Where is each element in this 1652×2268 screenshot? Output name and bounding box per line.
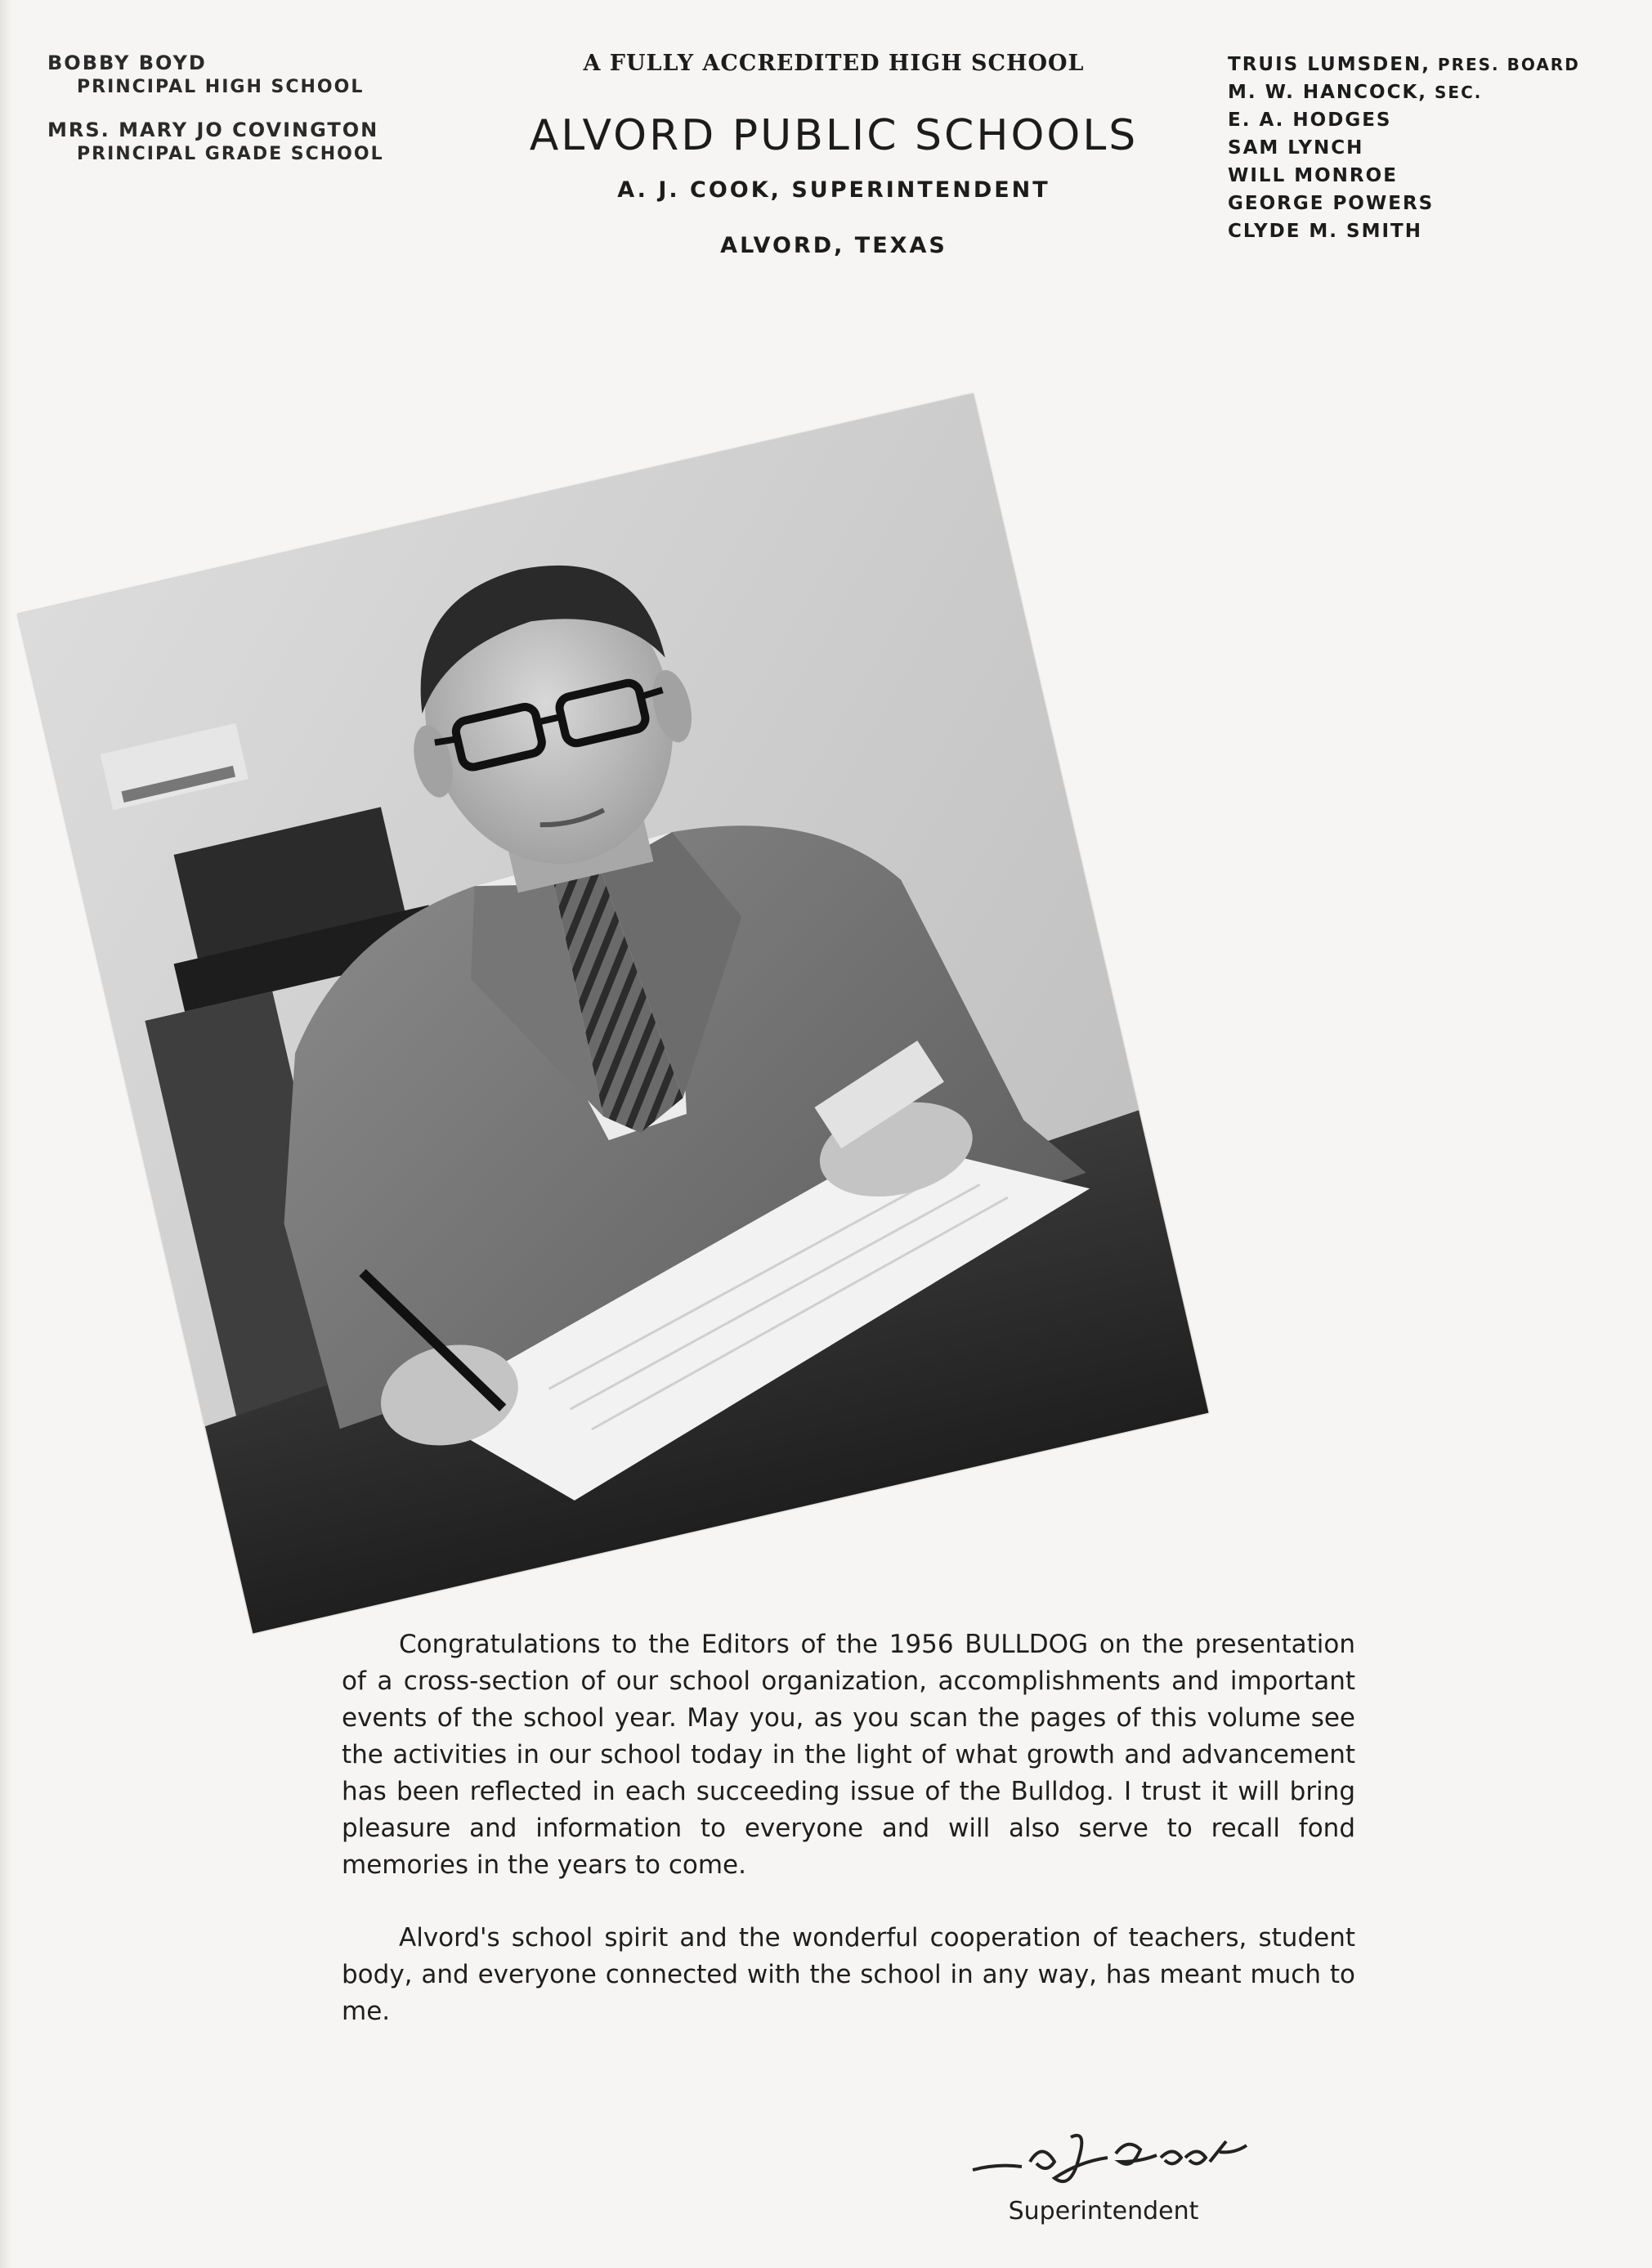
board-member-name: M. W. HANCOCK, [1228, 82, 1428, 103]
board-member [1228, 217, 1636, 245]
principal-name: MRS. MARY JO COVINGTON [47, 119, 379, 141]
signature [965, 2113, 1292, 2203]
letterhead-board [1228, 51, 1636, 245]
board-member-title: SEC. [1427, 83, 1483, 102]
letter-body [342, 1626, 1355, 2030]
school-name: ALVORD PUBLIC SCHOOLS [529, 111, 1139, 160]
board-member [1228, 134, 1636, 162]
letterhead-principals [47, 51, 472, 167]
board-member [1228, 162, 1636, 190]
board-member-title: PRES. BOARD [1430, 55, 1580, 74]
board-member-name: GEORGE POWERS [1228, 193, 1435, 214]
board-member-name: E. A. HODGES [1228, 110, 1392, 131]
principal-role: PRINCIPAL HIGH SCHOOL [77, 77, 365, 97]
page-edge [0, 0, 11, 2268]
letter-paragraph: Congratulations to the Editors of the 1956 BULLDOG on the presentation of a cross-section of our school organization, accomplishments and important events of the school year. May you, as you scan the pages of this volume see the activities in our school today in the light of what growth and advancement has been reflected in each succeeding issue of the Bulldog. I trust it will bring pleasure and information to everyone and will also serve to recall fond memories in the years to come. [342, 1630, 1355, 1880]
letter-paragraph: Alvord's school spirit and the wonderful cooperation of teachers, student body, and everyone connected with the school in any way, has meant much to me. [342, 1923, 1355, 2026]
board-member [1228, 51, 1636, 78]
board-member-name: TRUIS LUMSDEN, [1228, 54, 1430, 75]
superintendent-photo [17, 393, 1208, 1633]
board-member [1228, 106, 1636, 134]
superintendent-line: A. J. COOK, SUPERINTENDENT [617, 177, 1050, 203]
principal-name: BOBBY BOYD [47, 51, 207, 74]
signature-title: Superintendent [1008, 2197, 1199, 2226]
city-line: ALVORD, TEXAS [720, 233, 947, 258]
board-member [1228, 78, 1636, 106]
board-member-name: WILL MONROE [1228, 165, 1398, 186]
letterhead-center [458, 49, 1210, 260]
board-member [1228, 190, 1636, 217]
principal-role: PRINCIPAL GRADE SCHOOL [77, 144, 384, 164]
board-member-name: CLYDE M. SMITH [1228, 221, 1422, 242]
accreditation-line: A FULLY ACCREDITED HIGH SCHOOL [583, 51, 1085, 76]
board-member-name: SAM LYNCH [1228, 137, 1364, 159]
